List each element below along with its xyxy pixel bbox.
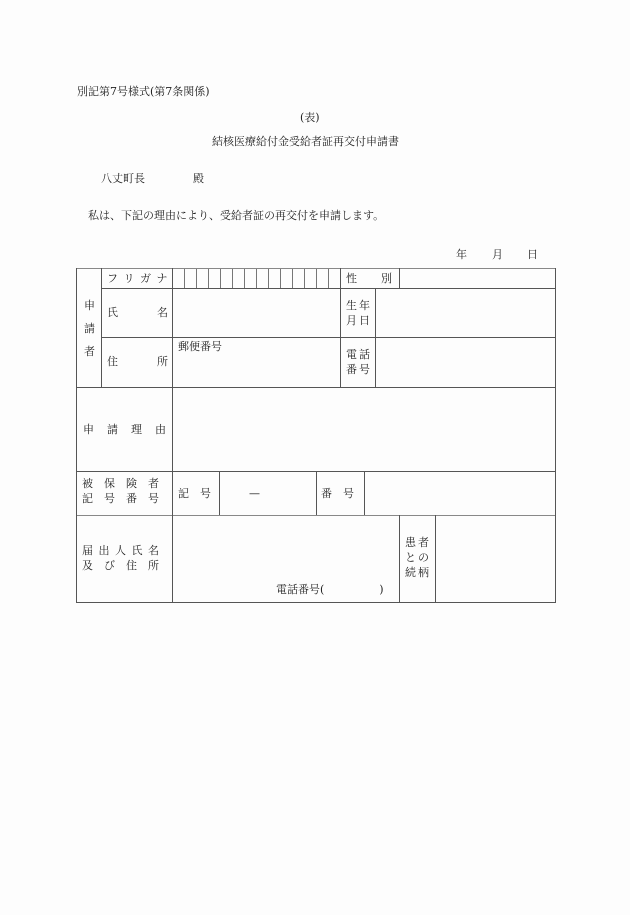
phone-label-1: 電話: [346, 348, 372, 361]
side-label: (表): [300, 111, 320, 124]
birth-label-1: 生年: [346, 299, 372, 312]
date-year-label: 年: [456, 248, 467, 261]
addressee: 八丈町長: [101, 172, 145, 185]
symbol-field[interactable]: [220, 472, 316, 515]
relation-label-1: 患者: [405, 536, 431, 549]
number-field[interactable]: [365, 472, 555, 515]
date-day-label: 日: [527, 248, 538, 261]
insured-label-1: 被 保 険 者: [82, 477, 159, 490]
name-label-b: 名: [157, 306, 168, 319]
gender-field[interactable]: [400, 269, 555, 288]
phone-label-2: 番号: [346, 363, 372, 376]
relation-field[interactable]: [436, 516, 555, 602]
address-field[interactable]: [173, 338, 340, 387]
phone-field[interactable]: [376, 338, 555, 387]
birthdate-field[interactable]: [376, 289, 555, 337]
form-title: 結核医療給付金受給者証再交付申請書: [212, 135, 399, 148]
date-month-label: 月: [492, 248, 503, 261]
honorific: 殿: [193, 172, 204, 185]
form-number: 別記第7号様式(第7条関係): [77, 85, 210, 98]
reason-label: 申 請 理 由: [83, 423, 167, 436]
gender-label-b: 別: [381, 272, 392, 285]
name-label-a: 氏: [107, 306, 118, 319]
applicant-label-2: 請: [84, 322, 95, 335]
notifier-phone-label: 電話番号( ): [276, 583, 384, 596]
relation-label-3: 続柄: [405, 566, 431, 579]
applicant-label-3: 者: [84, 345, 95, 358]
applicant-label-1: 申: [84, 299, 95, 312]
insured-label-2: 記 号 番 号: [82, 492, 159, 505]
address-label-a: 住: [107, 355, 118, 368]
address-label-b: 所: [157, 355, 168, 368]
notifier-label-2: 及 び 住 所: [82, 559, 159, 572]
symbol-dash: —: [249, 487, 260, 500]
postal-code-label: 郵便番号: [178, 340, 222, 353]
statement: 私は、下記の理由により、受給者証の再交付を申請します。: [88, 209, 385, 222]
gender-label-a: 性: [346, 272, 357, 285]
name-field[interactable]: [173, 289, 340, 337]
symbol-label: 記 号: [178, 487, 211, 500]
furigana-label: フ リ ガ ナ: [107, 272, 169, 285]
birth-label-2: 月日: [346, 314, 372, 327]
notifier-label-1: 届 出 人 氏 名: [82, 544, 160, 557]
relation-label-2: との: [405, 551, 431, 564]
reason-field[interactable]: [173, 388, 555, 471]
number-label: 番 号: [321, 487, 354, 500]
